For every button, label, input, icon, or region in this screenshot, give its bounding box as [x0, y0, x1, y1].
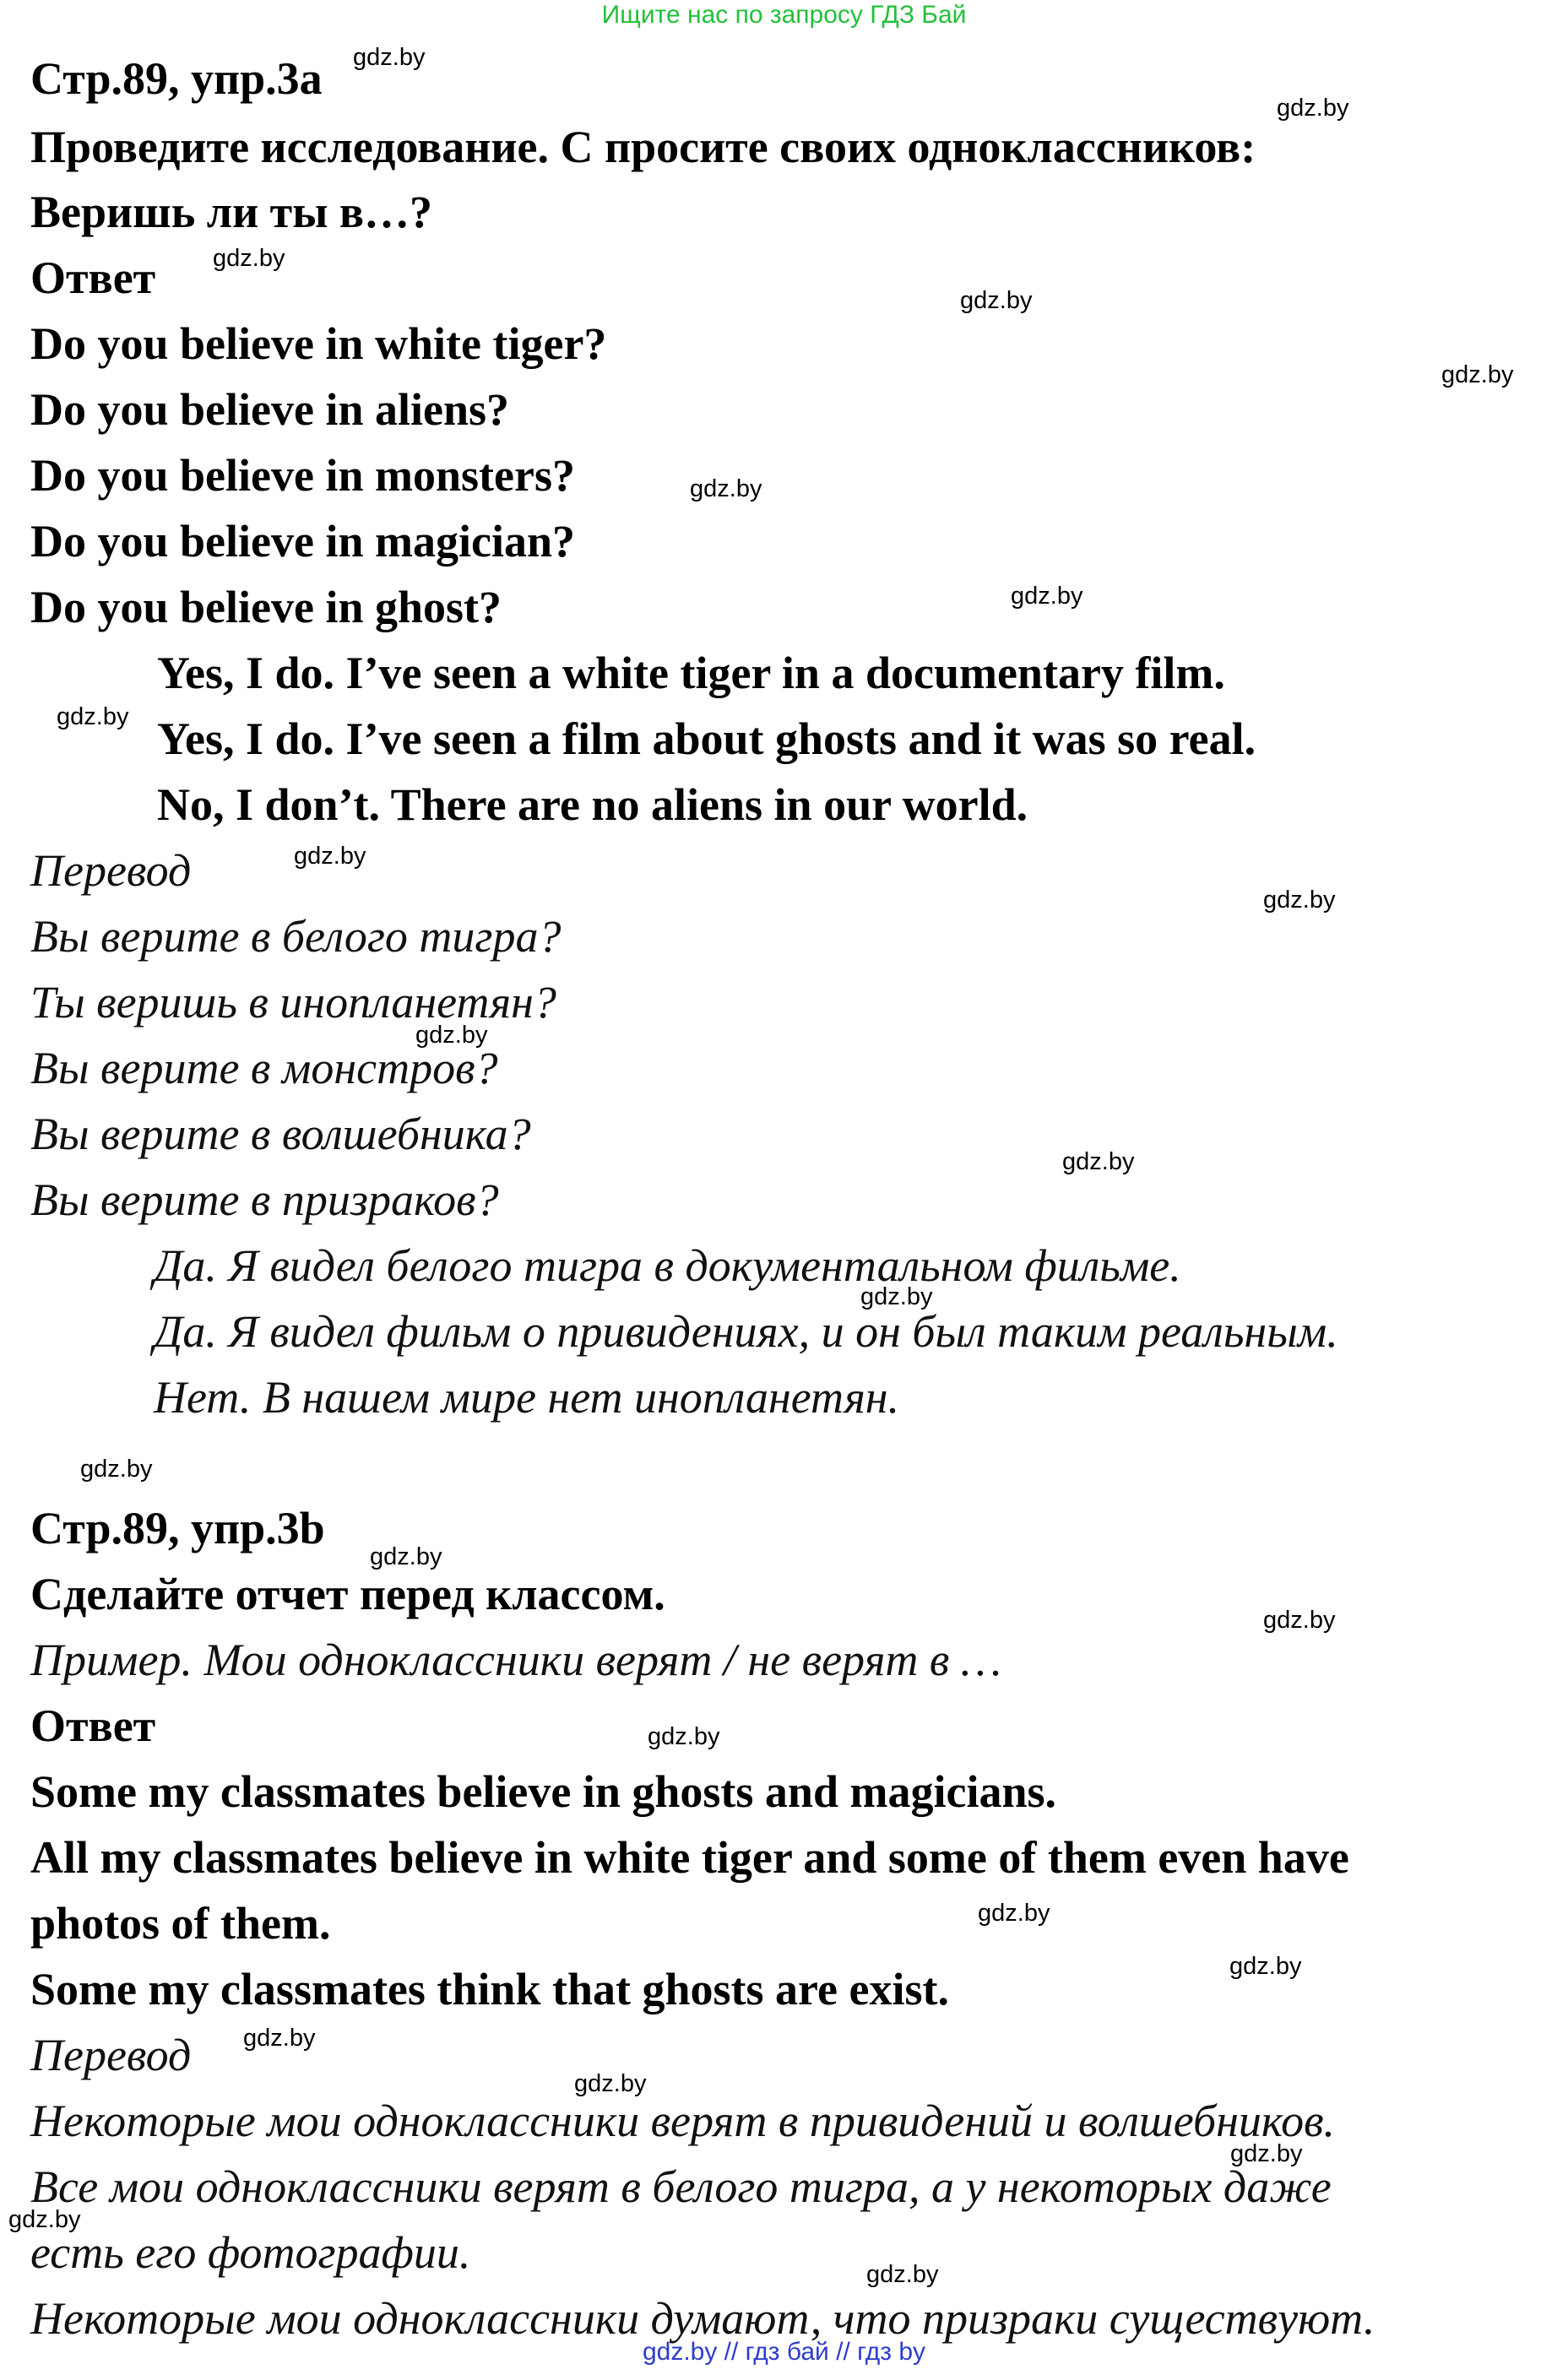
top-banner: Ищите нас по запросу ГДЗ Бай: [601, 1, 967, 29]
translation-question-line: Вы верите в монстров?: [30, 1043, 498, 1093]
report-translation-line: Некоторые мои одноклассники верят в привидений и волшебников.: [30, 2096, 1336, 2146]
translation-question-line: Вы верите в волшебника?: [30, 1109, 531, 1159]
section-b-task: Сделайте отчет перед классом.: [30, 1569, 665, 1619]
report-translation-line: есть его фотографии.: [30, 2227, 471, 2278]
translation-question-line: Ты веришь в инопланетян?: [30, 977, 556, 1028]
question-line: Do you believe in aliens?: [30, 384, 510, 435]
watermark-text: gdz.by: [960, 287, 1033, 314]
report-translation-line: Все мои одноклассники верят в белого тигра, а у некоторых даже: [30, 2161, 1332, 2212]
translation-answer-line: Да. Я видел фильм о привидениях, и он был таким реальным.: [154, 1306, 1338, 1357]
watermark-text: gdz.by: [415, 1022, 488, 1049]
watermark-text: gdz.by: [370, 1543, 442, 1570]
watermark-text: gdz.by: [866, 2261, 939, 2288]
watermark-text: gdz.by: [1263, 1607, 1336, 1634]
watermark-text: gdz.by: [1441, 361, 1514, 388]
section-a-title: Стр.89, упр.3a: [30, 53, 323, 104]
watermark-text: gdz.by: [1011, 583, 1083, 610]
section-b-answer-label: Ответ: [30, 1700, 156, 1751]
watermark-text: gdz.by: [574, 2070, 647, 2097]
question-line: Do you believe in white tiger?: [30, 318, 607, 369]
watermark-text: gdz.by: [690, 475, 762, 502]
answer-line: No, I don’t. There are no aliens in our world.: [157, 779, 1028, 830]
section-a-answer-label: Ответ: [30, 252, 156, 303]
section-b-translation-label: Перевод: [30, 2030, 192, 2080]
watermark-text: gdz.by: [243, 2025, 316, 2052]
question-line: Do you believe in ghost?: [30, 582, 502, 632]
watermark-text: gdz.by: [8, 2206, 81, 2233]
translation-question-line: Вы верите в белого тигра?: [30, 911, 562, 962]
watermark-text: gdz.by: [1229, 1953, 1302, 1980]
translation-question-line: Вы верите в призраков?: [30, 1174, 499, 1225]
report-answer-line: Some my classmates think that ghosts are exist.: [30, 1964, 949, 2014]
bottom-footer: gdz.by // гдз бай // гдз by: [642, 2338, 926, 2366]
watermark-text: gdz.by: [80, 1456, 153, 1483]
question-line: Do you believe in magician?: [30, 516, 575, 567]
answer-line: Yes, I do. I’ve seen a film about ghosts and it was so real.: [157, 713, 1256, 764]
question-line: Do you believe in monsters?: [30, 450, 575, 501]
report-answer-line: Some my classmates believe in ghosts and magicians.: [30, 1766, 1056, 1817]
report-answer-line: photos of them.: [30, 1898, 331, 1949]
watermark-text: gdz.by: [1230, 2140, 1303, 2167]
translation-answer-line: Нет. В нашем мире нет инопланетян.: [154, 1372, 900, 1423]
report-answer-line: All my classmates believe in white tiger and some of them even have: [30, 1832, 1349, 1883]
report-translation-line: Некоторые мои одноклассники думают, что призраки существуют.: [30, 2293, 1375, 2344]
watermark-text: gdz.by: [978, 1900, 1050, 1927]
section-a-task-line2: Веришь ли ты в…?: [30, 187, 433, 237]
section-a-translation-label: Перевод: [30, 845, 192, 896]
watermark-text: gdz.by: [353, 44, 426, 71]
watermark-text: gdz.by: [57, 703, 129, 730]
watermark-text: gdz.by: [860, 1283, 933, 1310]
section-b-title: Стр.89, упр.3b: [30, 1503, 325, 1554]
watermark-text: gdz.by: [294, 843, 366, 870]
watermark-text: gdz.by: [1277, 95, 1349, 122]
section-b-example: Пример. Мои одноклассники верят / не верят в …: [30, 1635, 1001, 1685]
watermark-text: gdz.by: [648, 1723, 720, 1750]
watermark-text: gdz.by: [1062, 1148, 1135, 1175]
section-a-task-line1: Проведите исследование. С просите своих одноклассников:: [30, 122, 1256, 172]
watermark-text: gdz.by: [213, 245, 285, 272]
answer-line: Yes, I do. I’ve seen a white tiger in a documentary film.: [157, 648, 1225, 698]
translation-answer-line: Да. Я видел белого тигра в документальном фильме.: [154, 1240, 1181, 1291]
watermark-text: gdz.by: [1263, 887, 1336, 914]
